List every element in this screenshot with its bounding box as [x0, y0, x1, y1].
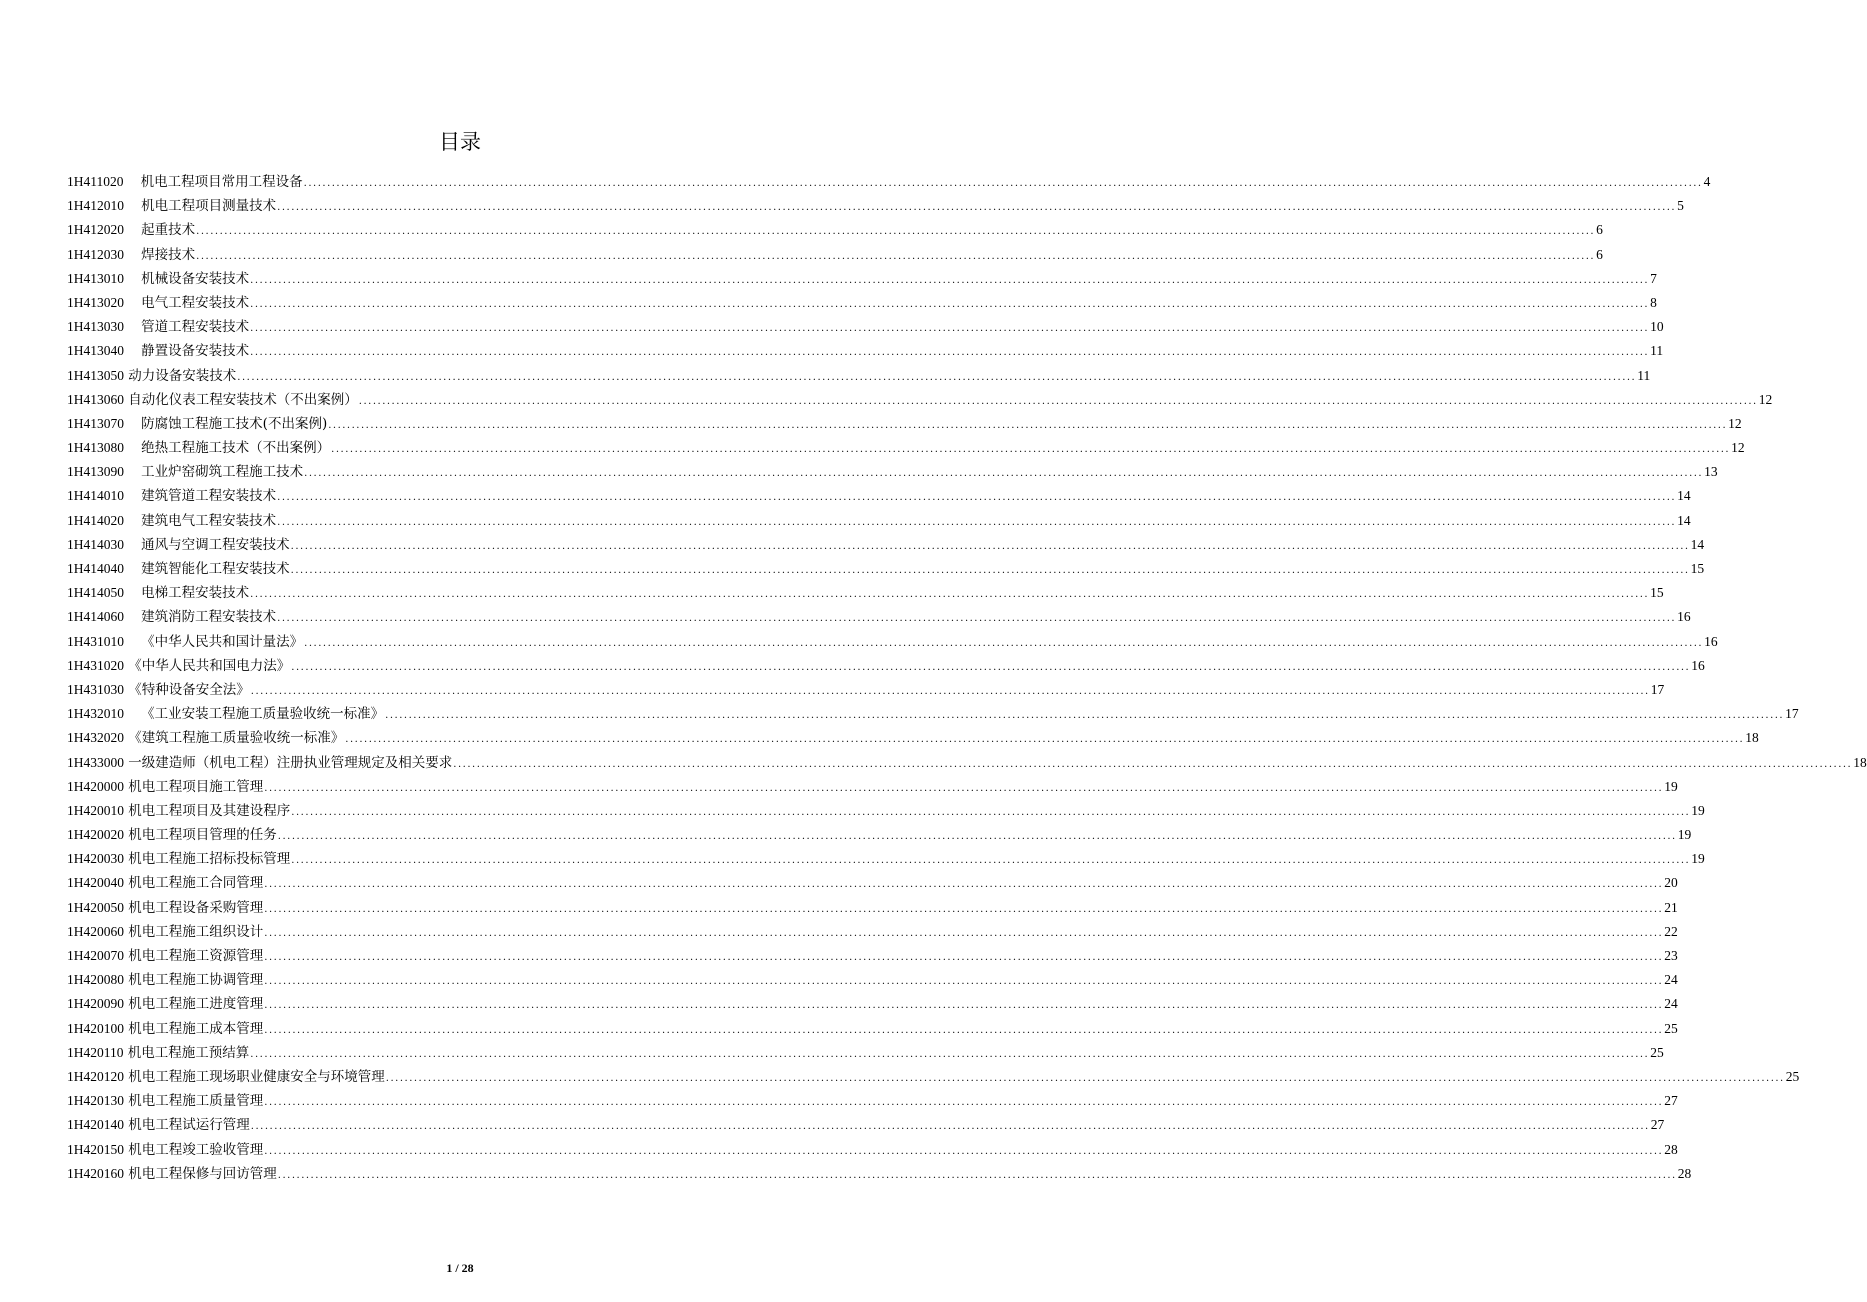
toc-entry-title — [67, 581, 249, 605]
toc-dot-leader — [278, 825, 1677, 849]
toc-entry[interactable] — [67, 243, 1603, 267]
toc-dot-leader — [250, 583, 1649, 607]
toc-entry-title — [67, 1065, 385, 1089]
toc-entry-title — [67, 992, 263, 1016]
toc-entry-code: 1H413030 — [67, 319, 124, 335]
toc-entry-code: 1H431020 — [67, 657, 124, 673]
toc-entry-title — [67, 243, 195, 267]
toc-entry-title — [67, 460, 303, 484]
toc-entry-title — [67, 218, 195, 242]
toc-entry-label: 机电工程施工现场职业健康安全与环境管理 — [128, 1068, 385, 1085]
toc-dot-leader — [304, 462, 1703, 486]
toc-entry-title — [67, 920, 263, 944]
toc-entry-code: 1H420100 — [67, 1020, 124, 1036]
toc-entry[interactable] — [67, 823, 1692, 847]
toc-dot-leader — [264, 1140, 1663, 1164]
toc-entry-page: 17 — [1650, 681, 1665, 697]
toc-entry-label: 《特种设备安全法》 — [128, 681, 250, 698]
toc-entry-code: 1H420000 — [67, 778, 124, 794]
toc-entry-page: 19 — [1677, 827, 1692, 843]
toc-entry[interactable] — [67, 992, 1678, 1016]
toc-entry[interactable] — [67, 267, 1657, 291]
toc-entry-page: 6 — [1596, 222, 1603, 238]
toc-entry-title — [67, 1017, 263, 1041]
toc-entry-separator — [124, 440, 141, 456]
toc-entry-label: 机电工程施工协调管理 — [128, 972, 264, 989]
toc-entry-title — [67, 775, 263, 799]
toc-entry[interactable] — [67, 339, 1664, 363]
toc-entry-label: 机电工程施工成本管理 — [128, 1020, 264, 1037]
toc-entry-page: 25 — [1664, 1020, 1678, 1036]
toc-entry-title — [67, 702, 384, 726]
toc-entry-page: 11 — [1637, 367, 1651, 383]
toc-entry-code: 1H420020 — [67, 827, 124, 843]
toc-entry[interactable] — [67, 968, 1678, 992]
toc-entry-label: 焊接技术 — [141, 246, 196, 263]
toc-entry[interactable] — [67, 291, 1657, 315]
toc-entry-title — [67, 847, 290, 871]
toc-entry[interactable] — [67, 581, 1664, 605]
toc-entry-page: 24 — [1664, 972, 1678, 988]
toc-entry-code: 1H432010 — [67, 706, 124, 722]
toc-entry-page: 16 — [1704, 633, 1718, 649]
toc-entry-code: 1H420040 — [67, 875, 124, 891]
toc-entry-code: 1H412020 — [67, 222, 124, 238]
toc-entry-code: 1H413050 — [67, 367, 124, 383]
toc-entry[interactable] — [67, 896, 1678, 920]
toc-entry-title — [67, 823, 277, 847]
toc-dot-leader — [251, 680, 1650, 704]
toc-entry[interactable] — [67, 460, 1718, 484]
toc-entry-page: 20 — [1664, 875, 1678, 891]
toc-entry-label: 建筑管道工程安装技术 — [141, 488, 277, 505]
toc-entry-page: 28 — [1677, 1165, 1692, 1181]
toc-entry-title — [67, 1162, 277, 1186]
toc-entry[interactable] — [67, 1162, 1692, 1186]
toc-entry-label: 机电工程施工进度管理 — [128, 996, 264, 1013]
toc-entry-code: 1H411020 — [67, 174, 124, 189]
toc-entry-label: 机电工程施工招标投标管理 — [128, 851, 291, 868]
toc-entry-label: 《工业安装工程施工质量验收统一标准》 — [141, 706, 385, 723]
toc-entry[interactable] — [67, 944, 1678, 968]
toc-entry[interactable] — [67, 799, 1705, 823]
toc-dot-leader — [277, 486, 1676, 510]
toc-entry-page: 27 — [1664, 1093, 1678, 1109]
toc-dot-leader — [264, 946, 1663, 970]
toc-entry-title — [67, 799, 290, 823]
toc-entry-page: 12 — [1728, 415, 1742, 431]
toc-entry-page: 12 — [1758, 391, 1773, 407]
toc-entry[interactable] — [67, 726, 1759, 750]
toc-entry-code: 1H413010 — [67, 270, 124, 286]
toc-entry[interactable] — [67, 1041, 1664, 1065]
toc-entry-code: 1H413020 — [67, 294, 124, 310]
toc-dot-leader — [196, 245, 1595, 269]
toc-dot-leader — [291, 801, 1690, 825]
toc-entry[interactable] — [67, 1089, 1678, 1113]
toc-entry-label: 建筑智能化工程安装技术 — [141, 561, 290, 577]
toc-entry-separator — [124, 271, 141, 287]
toc-entry-label: 机电工程项目及其建设程序 — [128, 802, 291, 819]
toc-entry-page: 16 — [1677, 609, 1691, 625]
toc-entry-code: 1H420140 — [67, 1117, 124, 1133]
toc-entry-title — [67, 871, 263, 895]
toc-entry-label: 绝热工程施工技术（不出案例） — [141, 440, 331, 457]
toc-entry-page: 21 — [1664, 899, 1678, 915]
toc-dot-leader — [250, 317, 1649, 341]
toc-entry-page: 25 — [1650, 1044, 1664, 1060]
toc-entry-page: 19 — [1691, 802, 1705, 818]
toc-entry-code: 1H433000 — [67, 754, 124, 770]
toc-dot-leader — [328, 414, 1727, 438]
toc-entry[interactable] — [67, 170, 1711, 194]
toc-dot-leader — [264, 1091, 1663, 1115]
toc-entry-separator — [124, 464, 141, 480]
toc-entry[interactable] — [67, 605, 1691, 629]
toc-dot-leader — [291, 535, 1690, 559]
toc-entry-title — [67, 388, 358, 412]
toc-entry-label: 机电工程项目施工管理 — [128, 778, 264, 795]
toc-entry-code: 1H413090 — [67, 464, 124, 480]
toc-entry-label: 机电工程竣工验收管理 — [128, 1141, 264, 1158]
toc-entry-page: 8 — [1650, 294, 1657, 310]
toc-entry-code: 1H420160 — [67, 1165, 124, 1181]
toc-entry-code: 1H420030 — [67, 851, 124, 867]
toc-dot-leader — [291, 849, 1690, 873]
toc-entry-code: 1H412030 — [67, 246, 124, 262]
toc-entry-title — [67, 436, 330, 460]
toc-dot-leader — [264, 898, 1663, 922]
page-number: 1 / 28 — [446, 1261, 474, 1275]
toc-entry-title — [67, 751, 452, 775]
toc-entry-label: 《中华人民共和国电力法》 — [128, 657, 291, 674]
toc-entry-separator — [124, 295, 141, 311]
toc-dot-leader — [264, 1019, 1663, 1043]
toc-dot-leader — [345, 728, 1744, 752]
toc-entry-title — [67, 1138, 263, 1162]
toc-entry[interactable] — [67, 557, 1705, 581]
toc-dot-leader — [278, 1164, 1677, 1188]
toc-entry-code: 1H413040 — [67, 343, 124, 359]
toc-entry-title — [67, 968, 263, 992]
toc-dot-leader — [250, 293, 1649, 317]
toc-dot-leader — [251, 1115, 1650, 1139]
toc-entry[interactable] — [67, 194, 1684, 218]
toc-entry-code: 1H420110 — [67, 1044, 124, 1060]
toc-entry-code: 1H432020 — [67, 730, 124, 746]
toc-entry-code: 1H414050 — [67, 585, 124, 601]
toc-entry-code: 1H431010 — [67, 633, 124, 649]
toc-entry-label: 自动化仪表工程安装技术（不出案例） — [128, 391, 358, 408]
toc-entry-page: 15 — [1690, 561, 1705, 576]
toc-entry-title — [67, 654, 290, 678]
toc-entry-page: 14 — [1690, 536, 1705, 552]
toc-entry[interactable] — [67, 751, 1867, 775]
toc-entry-separator — [124, 174, 141, 190]
toc-entry-code: 1H414020 — [67, 512, 124, 528]
toc-entry[interactable] — [67, 630, 1718, 654]
toc-entry[interactable] — [67, 218, 1603, 242]
toc-dot-leader — [277, 511, 1676, 535]
toc-entry-title — [67, 509, 276, 533]
toc-entry-label: 机电工程设备采购管理 — [128, 899, 264, 916]
toc-entry-label: 工业炉窑砌筑工程施工技术 — [141, 464, 304, 481]
toc-entry-code: 1H414060 — [67, 609, 124, 625]
toc-entry-label: 机电工程施工质量管理 — [128, 1093, 264, 1110]
toc-entry-page: 16 — [1691, 657, 1705, 673]
toc-dot-leader — [237, 366, 1636, 390]
toc-entry[interactable] — [67, 436, 1745, 460]
toc-entry-page: 24 — [1664, 996, 1678, 1012]
toc-entry-separator — [124, 585, 141, 601]
toc-entry[interactable] — [67, 678, 1665, 702]
toc-entry-code: 1H420090 — [67, 996, 124, 1012]
toc-entry-label: 动力设备安装技术 — [128, 367, 237, 384]
toc-entry-page: 15 — [1650, 585, 1664, 601]
toc-entry[interactable] — [67, 702, 1799, 726]
toc-entry-separator — [124, 198, 141, 214]
toc-dot-leader — [291, 656, 1690, 680]
toc-entry-title — [67, 533, 290, 557]
toc-entry-title — [67, 1089, 263, 1113]
toc-dot-leader — [304, 172, 1703, 196]
toc-entry-title — [67, 412, 327, 436]
toc-dot-leader — [264, 873, 1663, 897]
toc-entry-title — [67, 944, 263, 968]
toc-entry-separator — [124, 609, 141, 625]
toc-entry-separator — [124, 513, 141, 529]
toc-entry-code: 1H420130 — [67, 1093, 124, 1109]
toc-entry-title — [67, 170, 303, 194]
toc-entry[interactable] — [67, 364, 1651, 388]
toc-entry[interactable] — [67, 775, 1678, 799]
toc-entry-separator — [124, 343, 141, 359]
toc-entry-label: 《建筑工程施工质量验收统一标准》 — [128, 730, 345, 747]
toc-dot-leader — [264, 777, 1663, 801]
toc-entry-title — [67, 194, 276, 218]
toc-entry-code: 1H420050 — [67, 899, 124, 915]
toc-entry-separator — [124, 319, 141, 335]
toc-entry[interactable] — [67, 315, 1664, 339]
toc-entry-label: 机电工程施工资源管理 — [128, 948, 264, 964]
toc-entry-label: 机电工程项目测量技术 — [141, 198, 277, 215]
toc-dot-leader — [264, 994, 1663, 1018]
toc-entry-separator — [124, 416, 141, 432]
toc-entry-page: 17 — [1785, 706, 1799, 722]
toc-entry-code: 1H414010 — [67, 488, 124, 504]
toc-entry-title — [67, 484, 276, 508]
toc-entry-label: 机电工程项目管理的任务 — [128, 827, 277, 844]
toc-entry-code: 1H414030 — [67, 536, 124, 552]
toc-entry-label: 机电工程施工组织设计 — [128, 923, 264, 940]
toc-entry-separator — [124, 537, 141, 553]
toc-entry-code: 1H431030 — [67, 681, 124, 697]
toc-entry[interactable] — [67, 871, 1678, 895]
toc-entry-page: 4 — [1703, 174, 1711, 189]
toc-entry-separator — [124, 706, 141, 722]
toc-entry[interactable] — [67, 484, 1691, 508]
toc-dot-leader — [359, 390, 1758, 414]
page-title: 目录 — [439, 130, 481, 154]
toc-entry-code: 1H420080 — [67, 972, 124, 988]
toc-entry-title — [67, 364, 236, 388]
toc-dot-leader — [291, 559, 1690, 583]
toc-dot-leader — [250, 341, 1649, 365]
toc-entry-title — [67, 726, 344, 750]
toc-entry-page: 25 — [1785, 1068, 1800, 1084]
toc-entry-title — [67, 291, 249, 315]
toc-entry-label: 防腐蚀工程施工技术(不出案例) — [141, 415, 328, 432]
toc-entry-code: 1H420150 — [67, 1141, 124, 1157]
toc-dot-leader — [196, 220, 1595, 244]
toc-entry-title — [67, 1041, 249, 1065]
toc-entry-page: 18 — [1745, 730, 1759, 746]
toc-entry-label: 一级建造师（机电工程）注册执业管理规定及相关要求 — [128, 754, 453, 771]
toc-entry-page: 10 — [1650, 319, 1664, 335]
toc-entry-page: 27 — [1650, 1117, 1665, 1133]
toc-entry-code: 1H414040 — [67, 561, 124, 576]
toc-dot-leader — [264, 970, 1663, 994]
toc-entry-page: 7 — [1650, 270, 1657, 286]
toc-entry-label: 通风与空调工程安装技术 — [141, 536, 290, 553]
toc-entry[interactable] — [67, 1065, 1800, 1089]
toc-entry[interactable] — [67, 1113, 1665, 1137]
toc-entry-code: 1H413070 — [67, 415, 124, 431]
toc-entry-page: 12 — [1731, 440, 1745, 456]
toc-entry-label: 机电工程试运行管理 — [128, 1117, 250, 1134]
toc-entry-code: 1H420010 — [67, 802, 124, 818]
toc-entry-page: 11 — [1650, 343, 1664, 359]
toc-entry-code: 1H412010 — [67, 198, 124, 214]
toc-dot-leader — [264, 922, 1663, 946]
toc-entry-title — [67, 1113, 250, 1137]
toc-entry-label: 建筑消防工程安装技术 — [141, 609, 277, 626]
toc-entry[interactable] — [67, 533, 1705, 557]
toc-dot-leader — [304, 632, 1703, 656]
toc-entry-label: 机械设备安装技术 — [141, 270, 250, 287]
toc-entry-page: 28 — [1664, 1141, 1678, 1157]
toc-entry-page: 19 — [1664, 778, 1678, 794]
table-of-contents — [67, 170, 1867, 1186]
toc-entry[interactable] — [67, 654, 1705, 678]
toc-entry-label: 电气工程安装技术 — [141, 294, 250, 311]
toc-entry-label: 静置设备安装技术 — [141, 343, 250, 360]
toc-entry-page: 6 — [1596, 246, 1603, 262]
toc-entry-title — [67, 630, 303, 654]
toc-entry-page: 5 — [1677, 198, 1684, 214]
toc-entry[interactable] — [67, 412, 1742, 436]
toc-entry-page: 14 — [1677, 512, 1691, 528]
toc-entry-title — [67, 678, 250, 702]
toc-entry-label: 机电工程施工预结算 — [127, 1044, 250, 1061]
toc-entry-separator — [124, 634, 141, 650]
toc-entry-label: 电梯工程安装技术 — [141, 585, 250, 602]
toc-entry[interactable] — [67, 847, 1705, 871]
toc-entry[interactable] — [67, 1138, 1678, 1162]
toc-entry[interactable] — [67, 920, 1678, 944]
toc-entry-separator — [124, 247, 141, 263]
toc-entry-title — [67, 267, 249, 291]
toc-entry-title — [67, 315, 249, 339]
toc-entry-code: 1H413080 — [67, 440, 124, 456]
toc-entry-separator — [124, 222, 141, 238]
toc-entry-code: 1H420060 — [67, 923, 124, 939]
toc-dot-leader — [250, 1043, 1649, 1067]
toc-entry-label: 机电工程施工合同管理 — [128, 875, 264, 892]
toc-dot-leader — [277, 607, 1676, 631]
toc-entry-label: 建筑电气工程安装技术 — [141, 512, 277, 529]
toc-entry[interactable] — [67, 509, 1691, 533]
toc-entry-code: 1H413060 — [67, 391, 124, 407]
toc-entry-page: 14 — [1677, 488, 1691, 504]
toc-entry-title — [67, 605, 276, 629]
toc-entry-page: 22 — [1664, 923, 1678, 939]
toc-dot-leader — [277, 196, 1676, 220]
toc-dot-leader — [385, 704, 1784, 728]
toc-entry-label: 起重技术 — [141, 222, 196, 239]
toc-entry-page: 18 — [1853, 754, 1867, 770]
toc-dot-leader — [331, 438, 1730, 462]
toc-entry-label: 机电工程保修与回访管理 — [128, 1165, 277, 1182]
toc-dot-leader — [250, 269, 1649, 293]
toc-entry-page: 19 — [1691, 851, 1705, 867]
toc-entry-label: 《中华人民共和国计量法》 — [141, 633, 304, 650]
toc-entry-title — [67, 896, 263, 920]
toc-entry-title — [67, 339, 249, 363]
toc-entry-separator — [124, 561, 141, 577]
toc-entry-page: 13 — [1704, 464, 1718, 480]
toc-entry[interactable] — [67, 1017, 1678, 1041]
toc-entry-separator — [124, 488, 141, 504]
toc-entry-code: 1H420120 — [67, 1068, 124, 1084]
toc-entry-page: 23 — [1664, 948, 1678, 963]
toc-entry-code: 1H420070 — [67, 948, 124, 963]
toc-entry-title — [67, 557, 290, 581]
toc-entry[interactable] — [67, 388, 1773, 412]
toc-dot-leader — [453, 753, 1852, 777]
toc-entry-label: 机电工程项目常用工程设备 — [140, 174, 303, 190]
toc-entry-label: 管道工程安装技术 — [141, 319, 250, 336]
toc-dot-leader — [386, 1067, 1785, 1091]
